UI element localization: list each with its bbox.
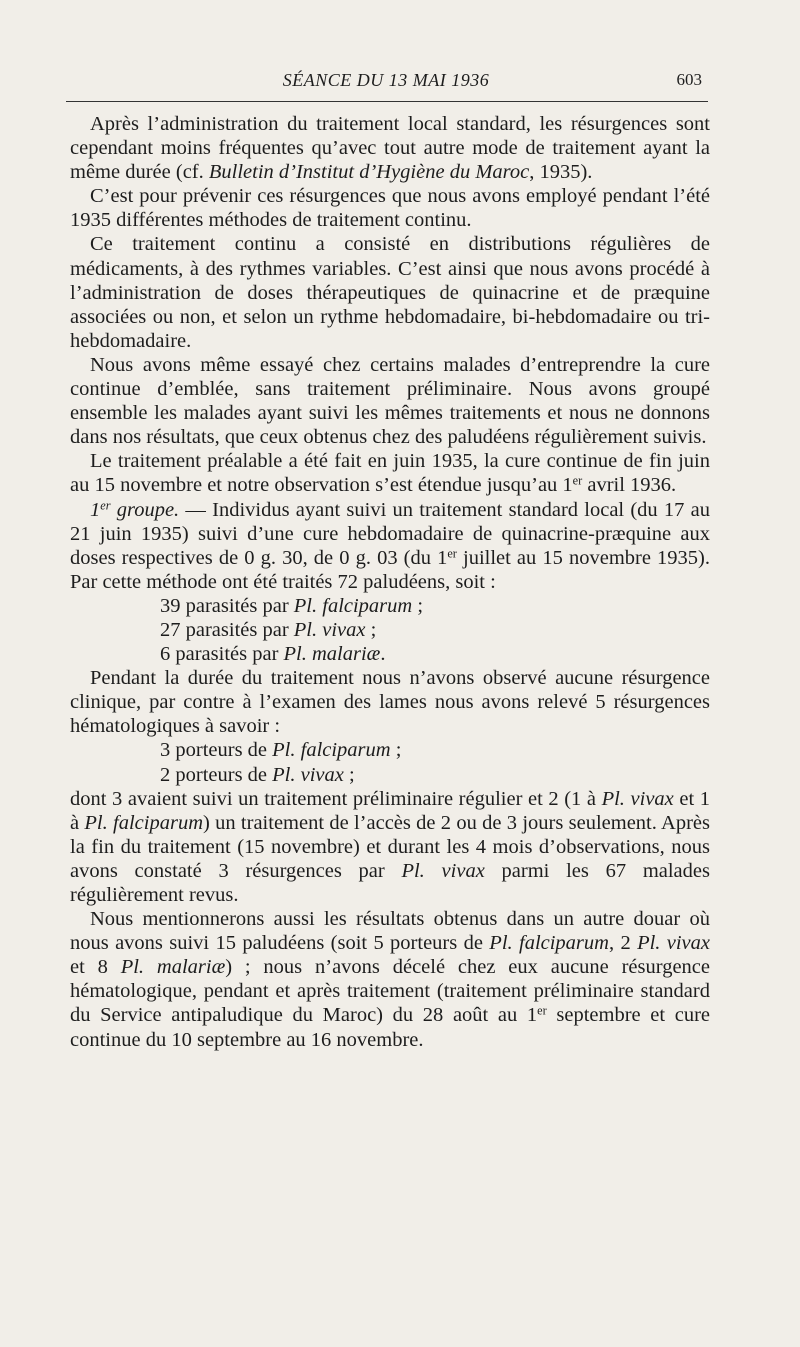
species-name: Pl. falciparum [489,932,609,955]
p5-text-a: Le traitement préalable a été fait en juin 1935, la cure continue de fin juin au 15 novembre et notre observation s’est étendue jusqu’au 1 [70,450,710,497]
group-label: groupe. [110,498,180,521]
group-number: 1 [90,498,101,521]
paragraph-6 [70,498,710,594]
header-rule [66,101,708,102]
paragraph-5 [70,449,710,497]
running-header [66,64,706,94]
paragraph-7: Pendant la durée du traitement nous n’avons observé aucune résurgence clinique, par contre à l’examen des lames nous avons relevé 5 résurgences hématologiques à savoir : [70,667,710,738]
p1-citation: Bulletin d’Institut d’Hygiène du Maroc [208,161,530,184]
species-name: Pl. malariæ [120,956,226,979]
parasite-list-2 [70,738,710,786]
species-name: Pl. vivax [601,787,674,810]
p5-sup: er [572,473,583,488]
p5-text-b: avril 1936. [582,474,677,497]
p1-text-a: Après l’administration du traitement local standard, les résurgences sont cependant moins fréquentes qu’avec tout autre mode de traitement ayant la même durée (cf. [70,113,710,184]
paragraph-8: dont 3 avaient suivi un traitement préliminaire régulier et 2 (1 à Pl. vivax et 1 à Pl. falciparum) un traitement de l’accès de 2 ou de 3 jours seulement. Après la fin du traitement (15 novembre) et durant les 4 mois d’observations, nous avons constaté 3 résurgences par Pl. vivax parmi les 67 malades régulièrement revus. [70,787,711,906]
p6-text-a: — Individus ayant suivi un traitement standard local (du 17 au 21 juin 1935) suivi d’une cure hebdomadaire de quinacrine-præquine aux doses respectives de 0 g. 30, de 0 g. 03 (du 1 [70,498,710,569]
paragraph-1 [70,112,710,184]
paragraph-9: Nous mentionnerons aussi les résultats obtenus dans un autre douar où nous avons suivi 15 paludéens (soit 5 porteurs de Pl. falciparum, 2 Pl. vivax et 8 Pl. malariæ) ; nous n’avons décelé chez eux aucune résurgence hématologique, pendant et après traitement (traitement préliminaire standard du Service antipaludique du Maroc) du 28 août au 1er septembre et cure continue du 10 septembre au 16 novembre. [70,908,711,1051]
body-text [70,112,710,1052]
list-item: 27 parasités par Pl. vivax ; [160,618,377,641]
page-number: 603 [676,70,702,89]
species-name: Pl. vivax [272,763,344,786]
header-title: SÉANCE DU 13 MAI 1936 [282,70,490,90]
paragraph-2: C’est pour prévenir ces résurgences que nous avons employé pendant l’été 1935 différentes méthodes de traitement continu. [70,185,710,232]
species-name: Pl. falciparum [272,739,391,762]
species-name: Pl. falciparum [293,594,413,617]
paragraph-4: Nous avons même essayé chez certains malades d’entreprendre la cure continue d’emblée, sans traitement préliminaire. Nous avons groupé ensemble les malades ayant suivi les mêmes traitements et nous ne donnons dans nos résultats, que ceux obtenus chez des paludéens régulièrement suivis. [70,353,710,449]
paragraph-3: Ce traitement continu a consisté en distributions régulières de médicaments, à des rythmes variables. C’est ainsi que nous avons procédé à l’administration de doses thérapeutiques de quinacrine et de præquine associées ou non, et selon un rythme hebdomadaire, bi-hebdomadaire ou tri-hebdomadaire. [70,233,710,352]
p6-sup2: er [447,545,457,560]
list-item: 2 porteurs de Pl. vivax ; [160,763,355,786]
list-item: 3 porteurs de Pl. falciparum ; [160,739,402,762]
list-item: 39 parasités par Pl. falciparum ; [160,594,424,617]
group-heading [90,499,179,521]
species-name: Pl. falciparum [84,811,204,834]
list-item: 6 parasités par Pl. malariæ. [160,643,386,666]
species-name: Pl. vivax [401,859,485,882]
p1-text-c: , 1935). [529,161,593,184]
group-sup: er [100,497,111,512]
species-name: Pl. vivax [293,618,366,641]
species-name: Pl. vivax [637,932,711,955]
p6-text-b: juillet au 15 novembre 1935). Par cette méthode ont été traités 72 paludéens, soit : [70,546,710,593]
species-name: Pl. malariæ [283,643,381,666]
parasite-list-1 [70,594,710,666]
p9-sup: er [537,1003,547,1018]
